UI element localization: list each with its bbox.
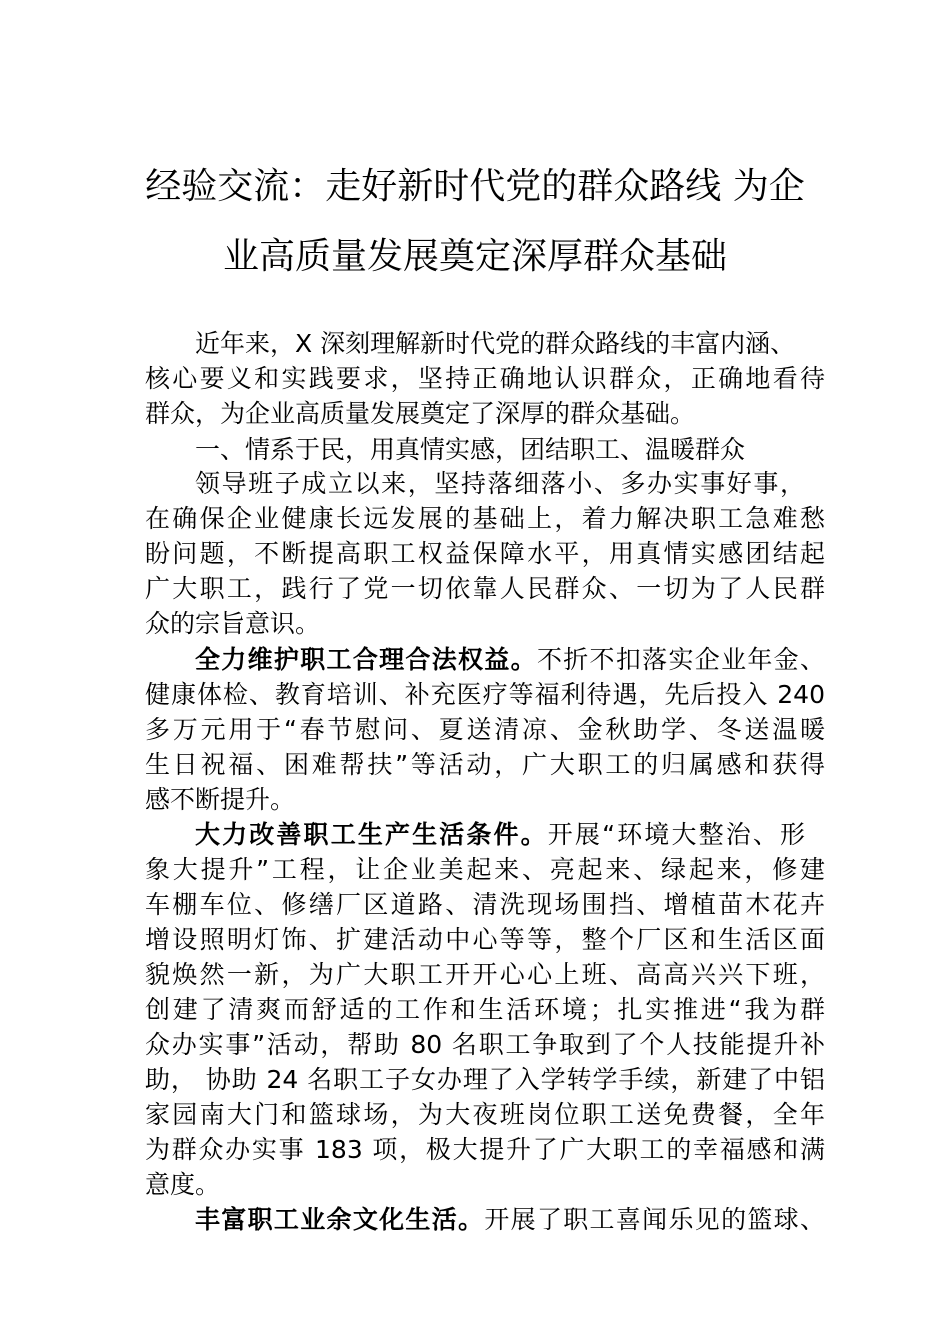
paragraph-4-line-1 [195, 818, 805, 852]
paragraph-4-line-11: 意度。 [145, 1170, 221, 1199]
paragraph-1-line-1: 近年来，X 深刻理解新时代党的群众路线的丰富内涵、 [195, 329, 796, 358]
paragraph-2-line-5: 众的宗旨意识。 [145, 609, 321, 638]
paragraph-2-line-2: 在确保企业健康长远发展的基础上，着力解决职工急难愁 [145, 504, 825, 533]
paragraph-4-lead: 大力改善职工生产生活条件。 [195, 820, 548, 849]
paragraph-4-line-10: 为群众办实事 183 项，极大提升了广大职工的幸福感和满 [145, 1135, 825, 1164]
paragraph-3-line-1-text: 不折不扣落实企业年金、 [536, 645, 825, 674]
paragraph-4-line-9: 家园南大门和篮球场，为大夜班岗位职工送免费餐，全年 [145, 1100, 825, 1129]
paragraph-2-line-1: 领导班子成立以来，坚持落细落小、多办实事好事， [195, 469, 805, 498]
paragraph-3-line-2: 健康体检、教育培训、补充医疗等福利待遇，先后投入 240 [145, 680, 825, 709]
title-line-1: 经验交流：走好新时代党的群众路线 为企 [145, 166, 805, 207]
paragraph-1-line-3: 群众，为企业高质量发展奠定了深厚的群众基础。 [145, 399, 696, 428]
paragraph-5-line-1 [195, 1203, 825, 1237]
paragraph-4-line-7: 众办实事”活动，帮助 80 名职工争取到了个人技能提升补 [145, 1030, 825, 1059]
section-heading-1: 一、情系于民，用真情实感，团结职工、温暖群众 [195, 435, 746, 464]
title-line-2: 业高质量发展奠定深厚群众基础 [222, 236, 727, 277]
paragraph-4-line-5: 貌焕然一新，为广大职工开开心心上班、高高兴兴下班， [145, 960, 825, 989]
paragraph-4-line-6: 创建了清爽而舒适的工作和生活环境；扎实推进“我为群 [145, 995, 825, 1024]
paragraph-3-line-3: 多万元用于“春节慰问、夏送清凉、金秋助学、冬送温暖 [145, 715, 825, 744]
paragraph-4-line-1-text: 开展“环境大整治、形 [547, 820, 805, 849]
paragraph-5-line-1-text: 开展了职工喜闻乐见的篮球、 [484, 1205, 825, 1234]
paragraph-4-line-4: 增设照明灯饰、扩建活动中心等等，整个厂区和生活区面 [145, 925, 825, 954]
paragraph-4-line-2: 象大提升”工程，让企业美起来、亮起来、绿起来，修建 [145, 855, 825, 884]
paragraph-2-line-4: 广大职工，践行了党一切依靠人民群众、一切为了人民群 [145, 574, 825, 603]
paragraph-3-line-4: 生日祝福、困难帮扶”等活动，广大职工的归属感和获得 [145, 750, 825, 779]
paragraph-2-line-3: 盼问题，不断提高职工权益保障水平，用真情实感团结起 [145, 539, 825, 568]
paragraph-5-lead: 丰富职工业余文化生活。 [195, 1205, 485, 1234]
paragraph-3-line-1 [195, 643, 825, 677]
paragraph-3-lead: 全力维护职工合理合法权益。 [195, 645, 537, 674]
paragraph-4-line-8: 助， 协助 24 名职工子女办理了入学转学手续，新建了中铝 [145, 1065, 825, 1094]
paragraph-1-line-2: 核心要义和实践要求，坚持正确地认识群众，正确地看待 [145, 364, 825, 393]
paragraph-3-line-5: 感不断提升。 [145, 785, 296, 814]
paragraph-4-line-3: 车棚车位、修缮厂区道路、清洗现场围挡、增植苗木花卉 [145, 890, 825, 919]
